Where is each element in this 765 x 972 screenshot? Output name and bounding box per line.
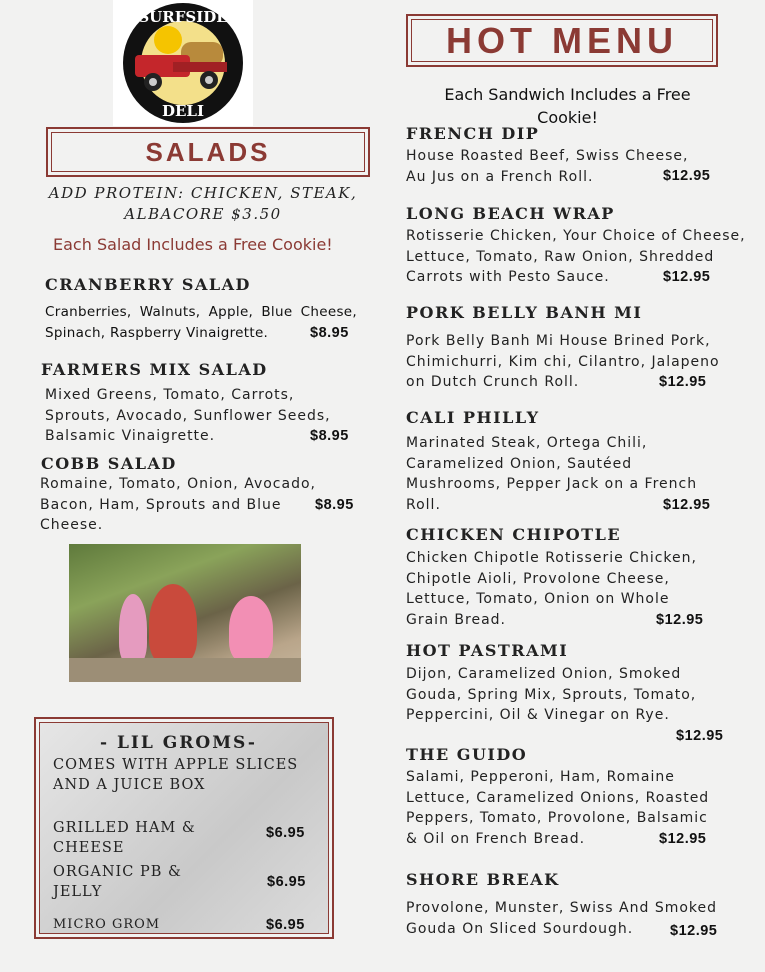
sandwich-desc: Pork Belly Banh Mi House Brined Pork, Chimichurri, Kim chi, Cilantro, Jalapeno on Dutch Crunch Roll.: [406, 333, 720, 390]
salad-price: $8.95: [315, 497, 354, 513]
sandwich-name: CALI PHILLY: [406, 408, 540, 427]
sandwich-name: SHORE BREAK: [406, 870, 560, 889]
sandwich-price: $12.95: [670, 923, 718, 939]
salad-price: $8.95: [310, 325, 349, 341]
hot-menu-header: [406, 14, 718, 67]
salad-desc: Mixed Greens, Tomato, Carrots, Sprouts, Avocado, Sunflower Seeds, Balsamic Vinaigrette.: [45, 387, 331, 444]
sandwich-name: THE GUIDO: [406, 745, 528, 764]
sandwich-price: $12.95: [656, 612, 704, 628]
groms-item-name: GRILLED HAM & CHEESE: [53, 820, 196, 856]
sandwich-price: $12.95: [659, 831, 707, 847]
sandwich-desc: Rotisserie Chicken, Your Choice of Cheese, Lettuce, Tomato, Raw Onion, Shredded Carrots with Pesto Sauce.: [406, 228, 746, 285]
hot-menu-title: HOT MENU: [411, 19, 713, 62]
groms-title: - LIL GROMS-: [100, 733, 257, 753]
salad-cookie-note: Each Salad Includes a Free Cookie!: [53, 235, 333, 254]
groms-item-price: $6.95: [266, 825, 305, 841]
sandwich-name: FRENCH DIP: [406, 124, 540, 143]
salad-desc: Cranberries, Walnuts, Apple, Blue Cheese, Spinach, Raspberry Vinaigrette.: [45, 304, 357, 341]
sandwich-desc: Dijon, Caramelized Onion, Smoked Gouda, Spring Mix, Sprouts, Tomato, Peppercini, Oil & Vinegar on Rye.: [406, 666, 697, 723]
groms-item-price: $6.95: [266, 917, 305, 933]
sandwich-desc: Salami, Pepperoni, Ham, Romaine Lettuce, Caramelized Onions, Roasted Peppers, Tomato, Provolone, Balsamic & Oil on French Bread.: [406, 769, 710, 847]
protein-note: ADD PROTEIN: CHICKEN, STEAK, ALBACORE $3.50: [48, 184, 358, 223]
sandwich-desc: Chicken Chipotle Rotisserie Chicken, Chipotle Aioli, Provolone Cheese, Lettuce, Tomato, Onion on Whole Grain Bread.: [406, 550, 697, 628]
sandwich-name: LONG BEACH WRAP: [406, 204, 615, 223]
groms-subtitle: COMES WITH APPLE SLICES AND A JUICE BOX: [53, 757, 299, 793]
sandwich-name: PORK BELLY BANH MI: [406, 303, 643, 322]
sandwich-cookie-note: Each Sandwich Includes a Free Cookie!: [444, 85, 691, 127]
salads-title: SALADS: [51, 132, 365, 172]
salad-desc: Romaine, Tomato, Onion, Avocado, Bacon, Ham, Sprouts and Blue Cheese.: [40, 476, 316, 533]
kids-photo: [69, 544, 301, 682]
groms-item-name: ORGANIC PB & JELLY: [53, 864, 182, 900]
lil-groms-box: [34, 717, 334, 939]
salad-name: COBB SALAD: [41, 454, 177, 473]
sandwich-desc: House Roasted Beef, Swiss Cheese, Au Jus on a French Roll.: [406, 148, 689, 185]
salad-name: CRANBERRY SALAD: [45, 275, 251, 294]
svg-text:SURFSIDE: SURFSIDE: [138, 8, 228, 26]
groms-item-price: $6.95: [267, 874, 306, 890]
salads-header: [46, 127, 370, 177]
salad-price: $8.95: [310, 428, 349, 444]
svg-text:DELI: DELI: [161, 102, 205, 120]
groms-item-name: MICRO GROM: [53, 917, 161, 932]
sandwich-price: $12.95: [663, 497, 711, 513]
surfside-deli-logo: [113, 0, 253, 126]
sandwich-price: $12.95: [663, 269, 711, 285]
sandwich-desc: Marinated Steak, Ortega Chili, Caramelized Onion, Sautéed Mushrooms, Pepper Jack on a French Roll.: [406, 435, 698, 513]
sandwich-price: $12.95: [659, 374, 707, 390]
sandwich-price: $12.95: [676, 728, 724, 744]
sandwich-name: HOT PASTRAMI: [406, 641, 569, 660]
sandwich-price: $12.95: [663, 168, 711, 184]
sandwich-name: CHICKEN CHIPOTLE: [406, 525, 622, 544]
sandwich-desc: Provolone, Munster, Swiss And Smoked Gouda On Sliced Sourdough.: [406, 900, 718, 937]
salad-name: FARMERS MIX SALAD: [41, 360, 268, 379]
